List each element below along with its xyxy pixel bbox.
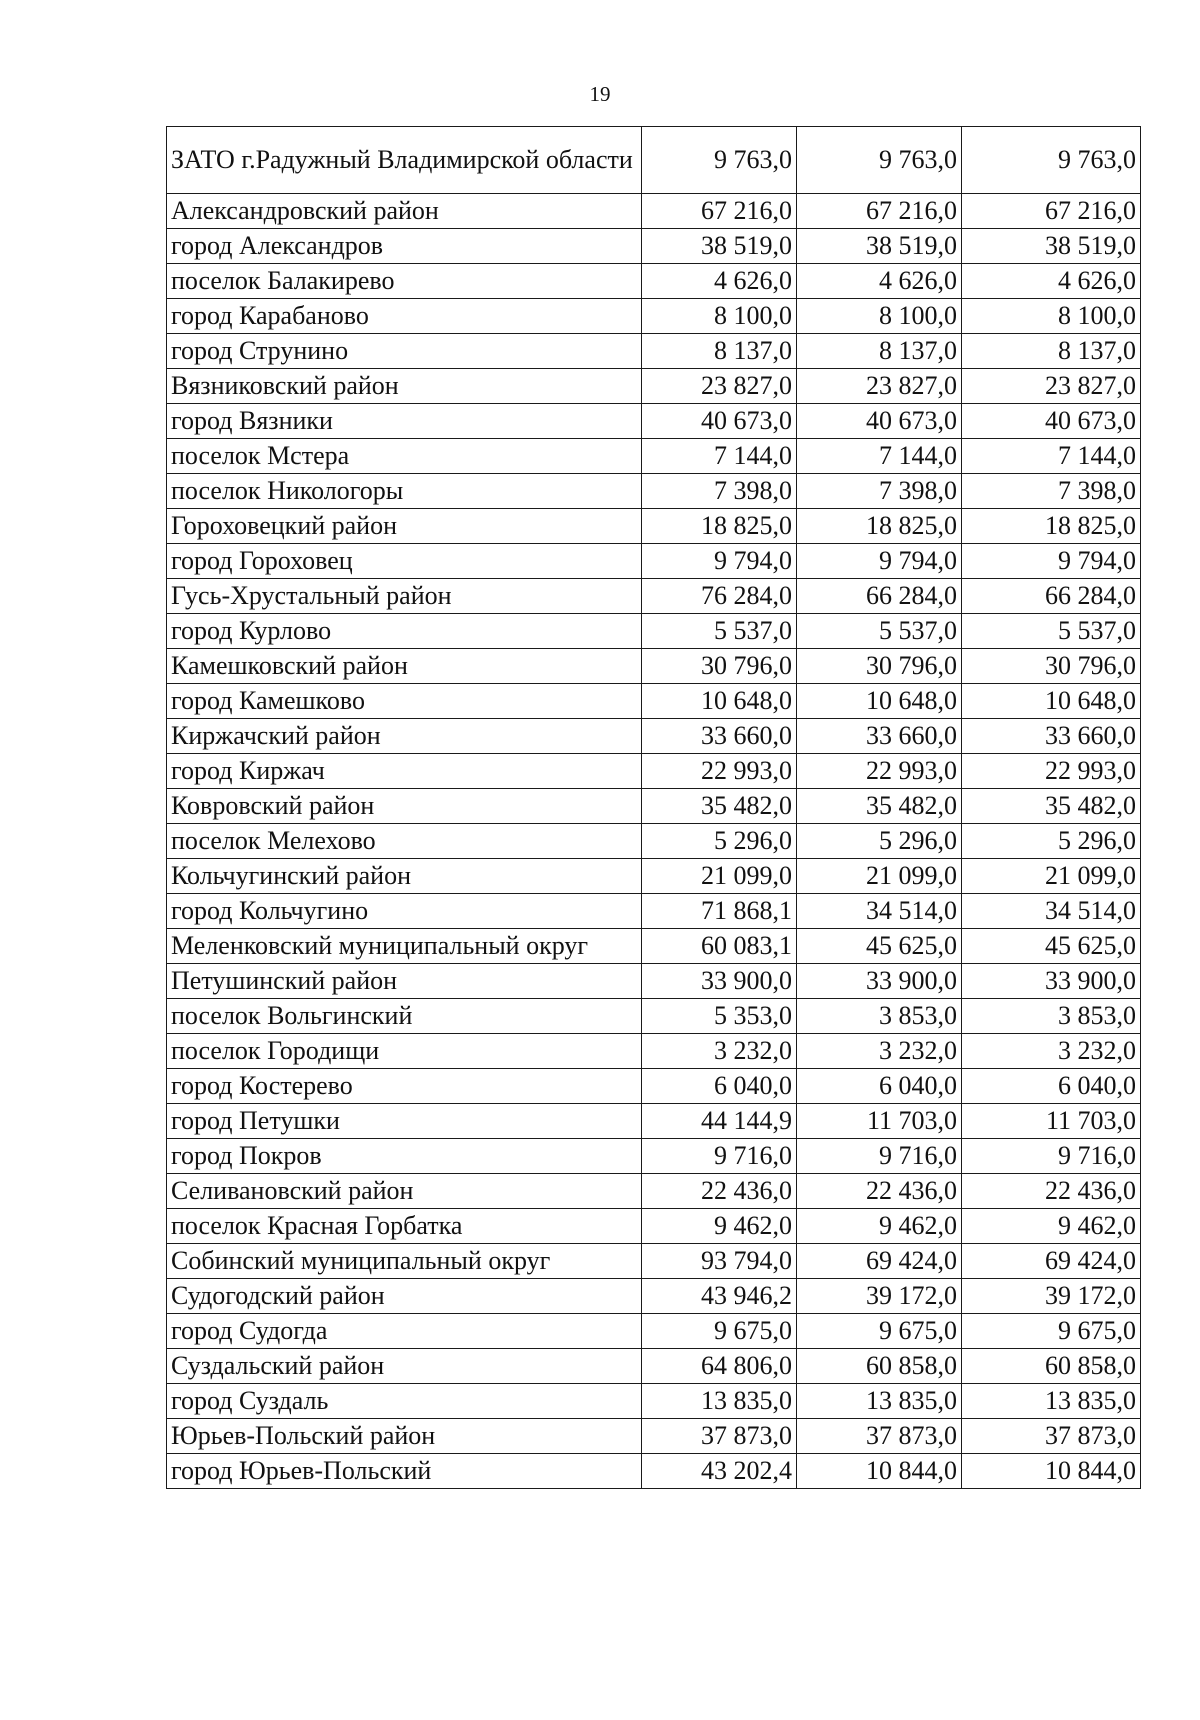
row-name-cell: город Вязники (167, 404, 642, 439)
data-table (166, 126, 1141, 1489)
row-value-1-cell: 9 763,0 (642, 127, 797, 194)
row-value-3-cell: 7 398,0 (962, 474, 1141, 509)
row-value-1-cell: 8 100,0 (642, 299, 797, 334)
row-value-2-cell: 9 675,0 (797, 1314, 962, 1349)
row-value-3-cell: 23 827,0 (962, 369, 1141, 404)
row-value-1-cell: 9 794,0 (642, 544, 797, 579)
row-value-3-cell: 13 835,0 (962, 1384, 1141, 1419)
row-value-1-cell: 8 137,0 (642, 334, 797, 369)
row-name-cell: город Александров (167, 229, 642, 264)
row-name-cell: город Петушки (167, 1104, 642, 1139)
row-name-cell: Вязниковский район (167, 369, 642, 404)
row-value-2-cell: 6 040,0 (797, 1069, 962, 1104)
row-name-cell: поселок Городищи (167, 1034, 642, 1069)
table-row (167, 894, 1141, 929)
row-value-1-cell: 67 216,0 (642, 194, 797, 229)
row-value-2-cell: 9 763,0 (797, 127, 962, 194)
row-value-3-cell: 8 100,0 (962, 299, 1141, 334)
table-row (167, 1314, 1141, 1349)
row-value-3-cell: 9 794,0 (962, 544, 1141, 579)
row-value-2-cell: 38 519,0 (797, 229, 962, 264)
row-value-2-cell: 10 648,0 (797, 684, 962, 719)
row-name-cell: Суздальский район (167, 1349, 642, 1384)
table-row (167, 999, 1141, 1034)
row-value-2-cell: 33 900,0 (797, 964, 962, 999)
row-name-cell: город Гороховец (167, 544, 642, 579)
row-value-3-cell: 30 796,0 (962, 649, 1141, 684)
row-value-1-cell: 13 835,0 (642, 1384, 797, 1419)
row-value-3-cell: 9 716,0 (962, 1139, 1141, 1174)
row-value-3-cell: 4 626,0 (962, 264, 1141, 299)
row-value-1-cell: 71 868,1 (642, 894, 797, 929)
row-value-3-cell: 7 144,0 (962, 439, 1141, 474)
row-value-3-cell: 33 900,0 (962, 964, 1141, 999)
row-value-1-cell: 33 660,0 (642, 719, 797, 754)
row-value-1-cell: 22 993,0 (642, 754, 797, 789)
row-name-cell: город Костерево (167, 1069, 642, 1104)
row-value-3-cell: 10 648,0 (962, 684, 1141, 719)
row-value-2-cell: 39 172,0 (797, 1279, 962, 1314)
row-name-cell: Кольчугинский район (167, 859, 642, 894)
row-value-1-cell: 5 296,0 (642, 824, 797, 859)
row-value-3-cell: 35 482,0 (962, 789, 1141, 824)
table-row (167, 1174, 1141, 1209)
row-value-1-cell: 35 482,0 (642, 789, 797, 824)
page-number: 19 (589, 82, 611, 106)
row-value-2-cell: 69 424,0 (797, 1244, 962, 1279)
table-row (167, 649, 1141, 684)
row-value-2-cell: 9 716,0 (797, 1139, 962, 1174)
row-value-3-cell: 37 873,0 (962, 1419, 1141, 1454)
table-row (167, 754, 1141, 789)
row-value-2-cell: 30 796,0 (797, 649, 962, 684)
row-value-3-cell: 21 099,0 (962, 859, 1141, 894)
row-name-cell: город Судогда (167, 1314, 642, 1349)
row-value-1-cell: 30 796,0 (642, 649, 797, 684)
row-value-1-cell: 5 537,0 (642, 614, 797, 649)
table-row (167, 1279, 1141, 1314)
row-value-2-cell: 35 482,0 (797, 789, 962, 824)
row-value-1-cell: 5 353,0 (642, 999, 797, 1034)
row-value-2-cell: 10 844,0 (797, 1454, 962, 1489)
table-row (167, 1454, 1141, 1489)
table-row (167, 1139, 1141, 1174)
table-row (167, 544, 1141, 579)
row-value-1-cell: 9 716,0 (642, 1139, 797, 1174)
row-name-cell: Юрьев-Польский район (167, 1419, 642, 1454)
row-value-2-cell: 67 216,0 (797, 194, 962, 229)
row-value-1-cell: 4 626,0 (642, 264, 797, 299)
row-value-2-cell: 7 144,0 (797, 439, 962, 474)
row-value-3-cell: 10 844,0 (962, 1454, 1141, 1489)
row-value-2-cell: 3 853,0 (797, 999, 962, 1034)
table-row (167, 334, 1141, 369)
row-name-cell: поселок Мстера (167, 439, 642, 474)
table-row (167, 404, 1141, 439)
row-value-1-cell: 33 900,0 (642, 964, 797, 999)
row-name-cell: Александровский район (167, 194, 642, 229)
row-value-3-cell: 3 232,0 (962, 1034, 1141, 1069)
table-row (167, 859, 1141, 894)
table-row (167, 1069, 1141, 1104)
table-row (167, 1244, 1141, 1279)
row-name-cell: Меленковский муниципальный округ (167, 929, 642, 964)
table-row (167, 474, 1141, 509)
table-row (167, 299, 1141, 334)
table-row (167, 1384, 1141, 1419)
row-name-cell: город Кольчугино (167, 894, 642, 929)
row-name-cell: город Покров (167, 1139, 642, 1174)
row-value-3-cell: 34 514,0 (962, 894, 1141, 929)
row-value-3-cell: 40 673,0 (962, 404, 1141, 439)
row-value-3-cell: 22 993,0 (962, 754, 1141, 789)
row-value-1-cell: 9 675,0 (642, 1314, 797, 1349)
row-name-cell: город Карабаново (167, 299, 642, 334)
row-name-cell: Камешковский район (167, 649, 642, 684)
table-body (167, 127, 1141, 1489)
table-row (167, 684, 1141, 719)
row-name-cell: ЗАТО г.Радужный Владимирской области (167, 127, 642, 194)
row-value-3-cell: 22 436,0 (962, 1174, 1141, 1209)
row-value-3-cell: 11 703,0 (962, 1104, 1141, 1139)
row-value-1-cell: 43 946,2 (642, 1279, 797, 1314)
row-value-3-cell: 5 537,0 (962, 614, 1141, 649)
row-value-3-cell: 33 660,0 (962, 719, 1141, 754)
table-row (167, 1419, 1141, 1454)
row-value-2-cell: 11 703,0 (797, 1104, 962, 1139)
table-row (167, 229, 1141, 264)
row-value-1-cell: 21 099,0 (642, 859, 797, 894)
table-row (167, 1104, 1141, 1139)
row-value-2-cell: 8 137,0 (797, 334, 962, 369)
table-row (167, 1209, 1141, 1244)
row-value-2-cell: 13 835,0 (797, 1384, 962, 1419)
row-name-cell: поселок Мелехово (167, 824, 642, 859)
row-value-1-cell: 64 806,0 (642, 1349, 797, 1384)
table-row (167, 127, 1141, 194)
row-value-2-cell: 60 858,0 (797, 1349, 962, 1384)
row-value-2-cell: 8 100,0 (797, 299, 962, 334)
row-value-1-cell: 22 436,0 (642, 1174, 797, 1209)
row-value-2-cell: 23 827,0 (797, 369, 962, 404)
row-name-cell: Киржачский район (167, 719, 642, 754)
row-value-1-cell: 38 519,0 (642, 229, 797, 264)
row-value-1-cell: 18 825,0 (642, 509, 797, 544)
row-name-cell: Селивановский район (167, 1174, 642, 1209)
row-value-3-cell: 66 284,0 (962, 579, 1141, 614)
row-value-1-cell: 60 083,1 (642, 929, 797, 964)
table-row (167, 1349, 1141, 1384)
row-value-1-cell: 44 144,9 (642, 1104, 797, 1139)
row-value-3-cell: 67 216,0 (962, 194, 1141, 229)
table-row (167, 964, 1141, 999)
row-value-3-cell: 5 296,0 (962, 824, 1141, 859)
row-value-1-cell: 3 232,0 (642, 1034, 797, 1069)
row-value-2-cell: 5 296,0 (797, 824, 962, 859)
table-row (167, 614, 1141, 649)
row-name-cell: город Камешково (167, 684, 642, 719)
row-name-cell: Судогодский район (167, 1279, 642, 1314)
row-name-cell: город Струнино (167, 334, 642, 369)
table-row (167, 509, 1141, 544)
row-value-3-cell: 60 858,0 (962, 1349, 1141, 1384)
row-name-cell: город Курлово (167, 614, 642, 649)
row-value-1-cell: 7 144,0 (642, 439, 797, 474)
row-value-3-cell: 38 519,0 (962, 229, 1141, 264)
row-value-2-cell: 18 825,0 (797, 509, 962, 544)
row-name-cell: поселок Вольгинский (167, 999, 642, 1034)
row-value-3-cell: 45 625,0 (962, 929, 1141, 964)
row-name-cell: Гусь-Хрустальный район (167, 579, 642, 614)
row-value-3-cell: 3 853,0 (962, 999, 1141, 1034)
row-value-1-cell: 40 673,0 (642, 404, 797, 439)
table-row (167, 789, 1141, 824)
row-name-cell: поселок Балакирево (167, 264, 642, 299)
table-row (167, 579, 1141, 614)
row-value-2-cell: 40 673,0 (797, 404, 962, 439)
row-value-1-cell: 6 040,0 (642, 1069, 797, 1104)
row-value-3-cell: 8 137,0 (962, 334, 1141, 369)
row-value-3-cell: 9 763,0 (962, 127, 1141, 194)
table-row (167, 369, 1141, 404)
table-row (167, 264, 1141, 299)
table-row (167, 1034, 1141, 1069)
row-value-1-cell: 9 462,0 (642, 1209, 797, 1244)
table-row (167, 719, 1141, 754)
row-value-2-cell: 4 626,0 (797, 264, 962, 299)
row-name-cell: город Юрьев-Польский (167, 1454, 642, 1489)
row-name-cell: Ковровский район (167, 789, 642, 824)
table-row (167, 439, 1141, 474)
table-row (167, 194, 1141, 229)
row-value-2-cell: 9 794,0 (797, 544, 962, 579)
row-value-2-cell: 45 625,0 (797, 929, 962, 964)
row-value-2-cell: 22 993,0 (797, 754, 962, 789)
row-name-cell: Собинский муниципальный округ (167, 1244, 642, 1279)
row-name-cell: поселок Никологоры (167, 474, 642, 509)
row-value-3-cell: 69 424,0 (962, 1244, 1141, 1279)
table-row (167, 929, 1141, 964)
row-value-2-cell: 21 099,0 (797, 859, 962, 894)
row-value-1-cell: 76 284,0 (642, 579, 797, 614)
row-name-cell: Петушинский район (167, 964, 642, 999)
row-value-3-cell: 9 462,0 (962, 1209, 1141, 1244)
row-value-1-cell: 7 398,0 (642, 474, 797, 509)
row-value-3-cell: 6 040,0 (962, 1069, 1141, 1104)
row-value-3-cell: 9 675,0 (962, 1314, 1141, 1349)
row-name-cell: город Суздаль (167, 1384, 642, 1419)
row-value-2-cell: 66 284,0 (797, 579, 962, 614)
row-value-2-cell: 37 873,0 (797, 1419, 962, 1454)
row-name-cell: Гороховецкий район (167, 509, 642, 544)
row-value-2-cell: 22 436,0 (797, 1174, 962, 1209)
row-value-1-cell: 10 648,0 (642, 684, 797, 719)
row-value-1-cell: 93 794,0 (642, 1244, 797, 1279)
row-value-1-cell: 43 202,4 (642, 1454, 797, 1489)
row-value-2-cell: 3 232,0 (797, 1034, 962, 1069)
row-value-2-cell: 34 514,0 (797, 894, 962, 929)
row-value-1-cell: 37 873,0 (642, 1419, 797, 1454)
row-value-2-cell: 5 537,0 (797, 614, 962, 649)
row-name-cell: город Киржач (167, 754, 642, 789)
row-value-3-cell: 18 825,0 (962, 509, 1141, 544)
row-value-1-cell: 23 827,0 (642, 369, 797, 404)
table-row (167, 824, 1141, 859)
row-value-2-cell: 7 398,0 (797, 474, 962, 509)
row-name-cell: поселок Красная Горбатка (167, 1209, 642, 1244)
row-value-2-cell: 9 462,0 (797, 1209, 962, 1244)
row-value-2-cell: 33 660,0 (797, 719, 962, 754)
row-value-3-cell: 39 172,0 (962, 1279, 1141, 1314)
